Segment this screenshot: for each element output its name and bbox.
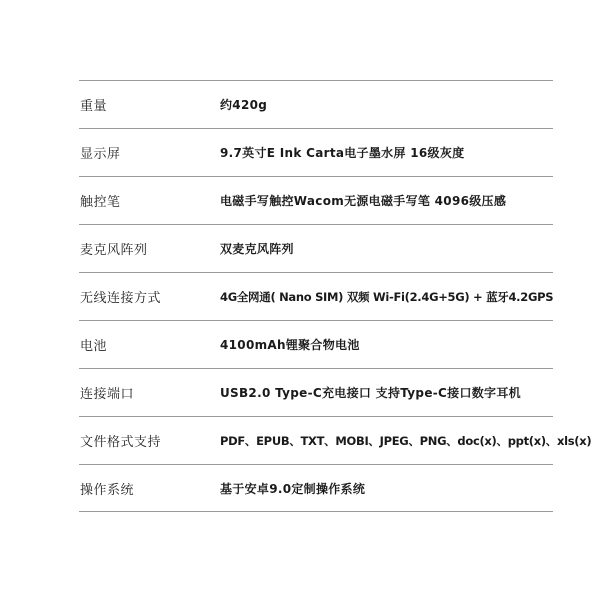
spec-value: 4G全网通( Nano SIM) 双频 Wi-Fi(2.4G+5G) + 蓝牙4.2GPS [220,289,554,304]
spec-table [79,80,592,512]
spec-value: USB2.0 Type-C充电接口 支持Type-C接口数字耳机 [220,386,521,400]
spec-row-display [79,128,553,176]
spec-label: 麦克风阵列 [80,243,148,258]
spec-label: 操作系统 [80,482,135,498]
spec-value: 双麦克风阵列 [220,242,294,256]
spec-label: 重量 [80,99,108,114]
spec-value: 4100mAh锂聚合物电池 [220,338,360,352]
spec-value: 9.7英寸E Ink Carta电子墨水屏 16级灰度 [220,146,465,160]
spec-row-stylus [79,176,553,224]
spec-label: 文件格式支持 [80,435,162,450]
spec-value: 基于安卓9.0定制操作系统 [220,481,366,496]
spec-label: 触控笔 [80,195,121,210]
spec-row-wireless [79,272,553,320]
spec-row-battery [79,320,553,368]
spec-label: 显示屏 [80,147,121,162]
spec-row-weight [79,80,553,128]
spec-value: 电磁手写触控Wacom无源电磁手写笔 4096级压感 [220,194,507,208]
spec-row-microphone [79,224,553,272]
spec-value: 约420g [220,98,268,112]
spec-value: PDF、EPUB、TXT、MOBI、JPEG、PNG、doc(x)、ppt(x)、xls(x) [220,433,592,448]
spec-label: 电池 [80,339,108,354]
spec-row-os [79,464,553,512]
spec-label: 无线连接方式 [80,291,162,306]
spec-row-file-formats [79,416,592,464]
spec-label: 连接端口 [80,387,135,402]
spec-row-ports [79,368,553,416]
